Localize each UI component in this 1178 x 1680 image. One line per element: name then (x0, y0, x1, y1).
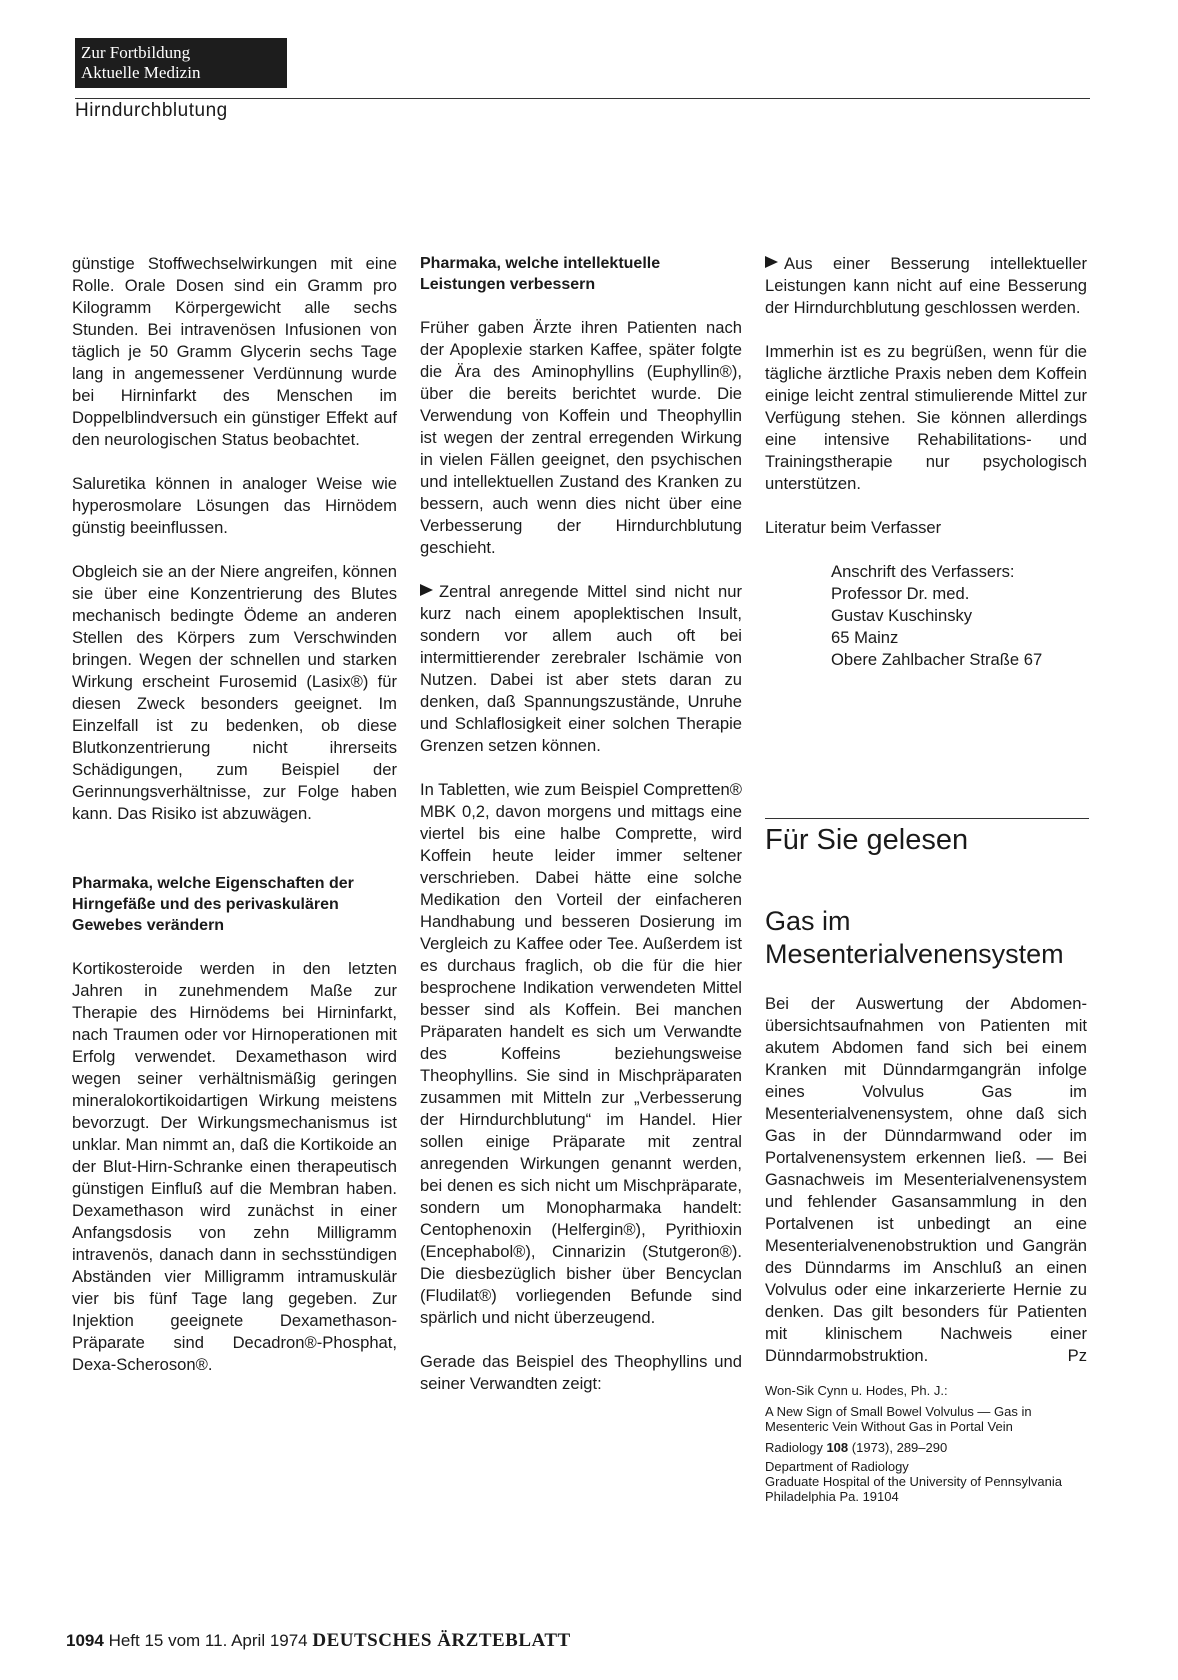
abstract-column (765, 993, 1087, 1504)
abstract-text: Bei der Auswertung der Abdomenübersichtsaufnahmen von Patienten mit akutem Abdomen fand sich bei einem Kranken mit Dünndarmgangrän infolge eines Volvulus Gas im Mesenterialvenensystem, ohne daß sich Gas in der Dünndarmwand oder im Portalvenensystem erkennen ließ. — Bei Gasnachweis im Mesenterialvenensystem und fehlender Gasansammlung in den Portalvenen ist unbedingt an eine Mesenterialvenenobstruktion und Gangrän des Dünndarms im Anschluß an einen Volvulus oder eine inkarzerierte Hernie zu denken. Das gilt besonders für Patienten mit klinischem Nachweis einer Dünndarmobstruktion. (765, 994, 1087, 1365)
address-line: Professor Dr. med. (831, 584, 970, 603)
column-1 (72, 253, 397, 1398)
header-line-2: Aktuelle Medizin (81, 63, 201, 82)
top-rule (75, 98, 1090, 99)
col1-paragraph-1: günstige Stoffwechselwirkungen mit eine Rolle. Orale Dosen sind ein Gramm pro Kilogramm Körpergewicht alle sechs Stunden. Bei intravenösen Infusionen von täglich je 50 Gramm Glycerin sechs Tage lang in angemessener Verdünnung wurde bei Hirninfarkt des Menschen im Doppelblindversuch ein günstiger Effekt auf den neurologischen Status beobachtet. (72, 254, 397, 449)
header-line-1: Zur Fortbildung (81, 43, 191, 62)
reference-volume: 108 (826, 1440, 849, 1455)
page-number: 1094 (66, 1631, 104, 1650)
column-2 (420, 253, 742, 1417)
col2-heading: Pharmaka, welche intellektuelle Leistungen verbessern (420, 255, 661, 293)
fuer-sie-gelesen-rule (765, 818, 1089, 819)
reference-title: A New Sign of Small Bowel Volvulus — Gas in Mesenteric Vein Without Gas in Portal Vein (765, 1404, 1032, 1434)
reference-journal: Radiology (765, 1440, 823, 1455)
magazine-name: DEUTSCHES ÄRZTEBLATT (312, 1630, 571, 1651)
page-footer (66, 1630, 571, 1652)
col3-paragraph-2: Immerhin ist es zu begrüßen, wenn für die tägliche ärztliche Praxis neben dem Koffein einige leicht zentral stimulierende Mittel zur Verfügung stehen. Sie können allerdings eine intensive Rehabilitations- und Trainingstherapie nur psychologisch unterstützen. (765, 342, 1087, 493)
address-line: 65 Mainz (831, 628, 899, 647)
col3-paragraph-1 (765, 253, 1087, 319)
col2-paragraph-4: Gerade das Beispiel des Theophyllins und seiner Verwandten zeigt: (420, 1352, 742, 1393)
col2-paragraph-3: In Tabletten, wie zum Beispiel Compretten® MBK 0,2, davon morgens und mittags eine viertel bis eine halbe Comprette, wird Koffein heute leider immer seltener verschrieben. Dabei hätte eine solche Medikation den Vorteil der einfacheren Handhabung und besseren Dosierung im Vergleich zu Kaffee oder Tee. Außerdem ist es durchaus fraglich, ob die für die hier besprochene Indikation verwendeten Mittel besser sind als Koffein. Bei manchen Präparaten handelt es sich um Verwandte des Koffeins beziehungsweise Theophyllins. Sie sind in Mischpräparaten zusammen mit Mitteln zur „Verbesserung der Hirndurchblutung“ im Handel. Hier sollen einige Präparate mit zentral anregenden Wirkungen genannt werden, bei denen es sich nicht um Mischpräparate, sondern um Monopharmaka handelt: Centophenoxin (Helfergin®), Pyrithioxin (Encephabol®), Cinnarizin (Stutgeron®). Die diesbezüglich bisher über Bencyclan (Fludilat®) vorliegenden Befunde sind spärlich und nicht überzeugend. (420, 780, 742, 1327)
article-title: Gas im Mesenterialvenensystem (765, 906, 1064, 969)
arrow-icon (420, 584, 433, 596)
reference-address-line: Department of Radiology (765, 1459, 909, 1474)
column-3 (765, 253, 1087, 671)
col2-paragraph-2-text: Zentral anregende Mittel sind nicht nur kurz nach einem apoplektischen Insult, sondern vor allem auch oft bei intermittierender zerebraler Ischämie von Nutzen. Dabei ist aber stets daran zu denken, daß Spannungszustände, Unruhe und Schlaflosigkeit einer solchen Therapie Grenzen setzen können. (420, 582, 742, 755)
reference-citation (765, 1440, 1087, 1455)
signature: Pz (1067, 1346, 1087, 1365)
reference-address-line: Graduate Hospital of the University of Pennsylvania (765, 1474, 1062, 1489)
reference-authors: Won-Sik Cynn u. Hodes, Ph. J.: (765, 1383, 948, 1398)
col1-paragraph-3: Obgleich sie an der Niere angreifen, können sie über eine Konzentrierung des Blutes mechanisch bedingte Ödeme an anderen Stellen des Körpers zum Verschwinden bringen. Wegen der schnellen und starken Wirkung erscheint Furosemid (Lasix®) für diesen Zweck besonders geeignet. Im Einzelfall ist zu bedenken, ob diese Blutkonzentrierung nicht ihrerseits Schädigungen, zum Beispiel der Gerinnungsverhältnisse, zur Folge haben kann. Das Risiko ist abzuwägen. (72, 562, 397, 823)
issue-info: Heft 15 vom 11. April 1974 (108, 1631, 308, 1650)
reference-address-line: Philadelphia Pa. 19104 (765, 1489, 899, 1504)
col1-paragraph-4: Kortikosteroide werden in den letzten Jahren in zunehmendem Maße zur Therapie des Hirnödems bei Hirninfarkt, nach Traumen oder vor Hirnoperationen mit Erfolg verwendet. Dexamethason wird wegen seiner verhältnismäßig geringen mineralokortikoidartigen Wirkung meistens bevorzugt. Der Wirkungsmechanismus ist unklar. Man nimmt an, daß die Kortikoide an der Blut-Hirn-Schranke einen therapeutisch günstigen Einfluß auf die Membran haben. Dexamethason wird zunächst in einer Anfangsdosis von zehn Milligramm intravenös, danach dann in sechsstündigen Abständen vier Milligramm intramuskulär vier bis fünf Tage lang gegeben. Zur Injektion geeignete Dexamethason-Präparate sind Decadron®-Phosphat, Dexa-Scheroson®. (72, 959, 397, 1374)
section-title: Hirndurchblutung (75, 100, 228, 121)
col3-literature-note: Literatur beim Verfasser (765, 518, 942, 537)
col2-paragraph-1: Früher gaben Ärzte ihren Patienten nach der Apoplexie starken Kaffee, später folgte die Ära des Aminophyllins (Euphyllin®), über die bereits berichtet wurde. Die Verwendung von Koffein und Theophyllin ist wegen der zentral erregenden Wirkung in vielen Fällen geeignet, den psychischen und intellektuellen Zustand des Kranken zu bessern, auch wenn dies nicht über eine Verbesserung der Hirndurchblutung geschieht. (420, 318, 742, 557)
col1-paragraph-2: Saluretika können in analoger Weise wie hyperosmolare Lösungen das Hirnödem günstig beeinflussen. (72, 474, 397, 537)
col1-heading: Pharmaka, welche Eigenschaften der Hirngefäße und des perivaskulären Gewebes verändern (72, 875, 354, 934)
arrow-icon (765, 256, 778, 268)
address-line: Obere Zahlbacher Straße 67 (831, 650, 1043, 669)
address-line: Gustav Kuschinsky (831, 606, 973, 625)
fuer-sie-gelesen-title: Für Sie gelesen (765, 824, 969, 856)
department-header-box (75, 38, 287, 88)
reference-pages: (1973), 289–290 (851, 1440, 948, 1455)
author-address (831, 561, 1087, 671)
address-line: Anschrift des Verfassers: (831, 562, 1015, 581)
col3-paragraph-1-text: Aus einer Besserung intellektueller Leistungen kann nicht auf eine Besserung der Hirndurchblutung geschlossen werden. (765, 254, 1087, 317)
reference (765, 1383, 1087, 1504)
col2-paragraph-2 (420, 581, 742, 757)
abstract-body (765, 993, 1087, 1367)
